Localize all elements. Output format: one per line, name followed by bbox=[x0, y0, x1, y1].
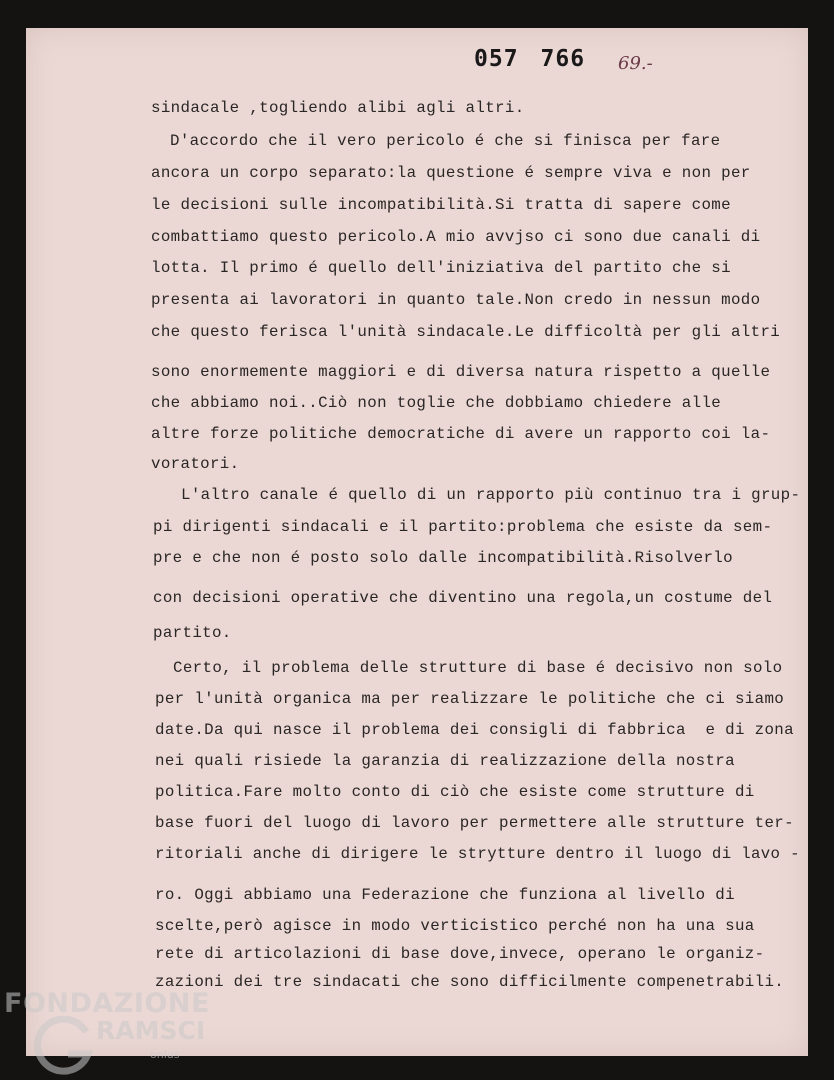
text-line: D'accordo che il vero pericolo é che si finisca per fare bbox=[170, 132, 721, 150]
archive-doc-number bbox=[474, 46, 585, 72]
text-line: partito. bbox=[153, 624, 232, 642]
text-line: scelte,però agisce in modo verticistico perché non ha una sua bbox=[155, 917, 755, 935]
text-line: date.Da qui nasce il problema dei consigli di fabbrica e di zona bbox=[155, 721, 794, 739]
text-line: presenta ai lavoratori in quanto tale.Non credo in nessun modo bbox=[151, 291, 761, 309]
text-line: lotta. Il primo é quello dell'iniziativa del partito che si bbox=[151, 259, 731, 277]
handwritten-page-number: 69.- bbox=[618, 53, 653, 74]
doc-number-part-b: 766 bbox=[540, 46, 586, 72]
text-line: con decisioni operative che diventino una regola,un costume del bbox=[153, 589, 773, 607]
text-line: per l'unità organica ma per realizzare le politiche che ci siamo bbox=[155, 690, 785, 708]
doc-number-part-a: 057 bbox=[474, 46, 519, 72]
text-line: zazioni dei tre sindacati che sono difficilmente compenetrabili. bbox=[155, 973, 785, 991]
fondazione-gramsci-watermark bbox=[4, 988, 244, 1080]
text-line: ancora un corpo separato:la questione é sempre viva e non per bbox=[151, 164, 751, 182]
text-line: le decisioni sulle incompatibilità.Si tratta di sapere come bbox=[151, 196, 731, 214]
text-line: combattiamo questo pericolo.A mio avvjso ci sono due canali di bbox=[151, 228, 761, 246]
text-line: che questo ferisca l'unità sindacale.Le difficoltà per gli altri bbox=[151, 323, 781, 341]
gramsci-g-logo-icon bbox=[34, 1014, 98, 1078]
text-line: Certo, il problema delle strutture di base é decisivo non solo bbox=[173, 659, 783, 677]
watermark-onlus: onlus bbox=[150, 1048, 180, 1061]
text-line: L'altro canale é quello di un rapporto più continuo tra i grup- bbox=[181, 486, 801, 504]
text-line: rete di articolazioni di base dove,invece, operano le organiz- bbox=[155, 945, 765, 963]
text-line: voratori. bbox=[151, 455, 240, 473]
text-line: nei quali risiede la garanzia di realizzazione della nostra bbox=[155, 752, 735, 770]
text-line: pre e che non é posto solo dalle incompatibilità.Risolverlo bbox=[153, 549, 733, 567]
text-line: pi dirigenti sindacali e il partito:problema che esiste da sem- bbox=[153, 518, 773, 536]
text-line: sindacale ,togliendo alibi agli altri. bbox=[151, 99, 525, 117]
text-line: ritoriali anche di dirigere le strytture dentro il luogo di lavo - bbox=[155, 845, 800, 863]
watermark-line-1: FONDAZIONE bbox=[4, 988, 210, 1019]
text-line: sono enormemente maggiori e di diversa natura rispetto a quelle bbox=[151, 363, 771, 381]
text-line: che abbiamo noi..Ciò non toglie che dobbiamo chiedere alle bbox=[151, 394, 722, 412]
watermark-line-2: RAMSCI bbox=[96, 1016, 206, 1045]
text-line: politica.Fare molto conto di ciò che esiste come strutture di bbox=[155, 783, 755, 801]
text-line: ro. Oggi abbiamo una Federazione che funziona al livello di bbox=[155, 886, 735, 904]
text-line: altre forze politiche democratiche di avere un rapporto coi la- bbox=[151, 425, 771, 443]
text-line: base fuori del luogo di lavoro per permettere alle strutture ter- bbox=[155, 814, 794, 832]
